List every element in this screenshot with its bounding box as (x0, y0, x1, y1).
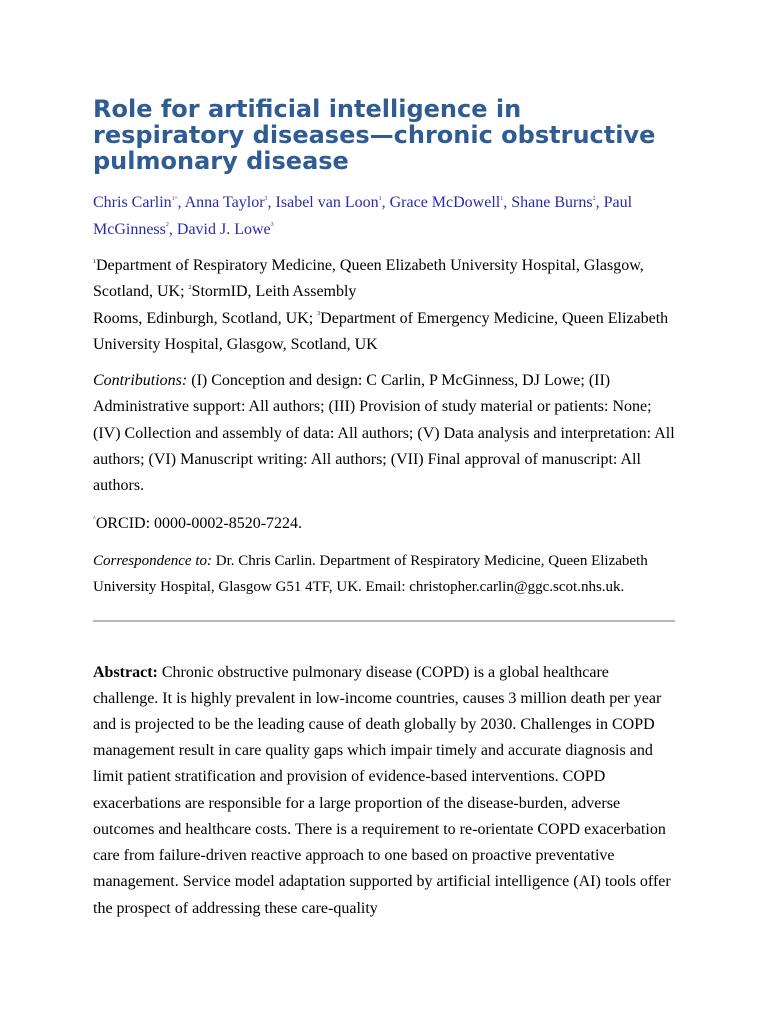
author (93, 194, 185, 211)
author-separator: , (168, 220, 177, 238)
author (511, 194, 603, 211)
affiliation-mark: 1 (93, 258, 96, 265)
contributions (93, 368, 675, 499)
contributions-text: (I) Conception and design: C Carlin, P McGinness, DJ Lowe; (II) Administrative support: All authors; (III) Provision of study material or patients: None; (IV) Collection and assembly of data: All authors; (V) Data analysis and interpretation: All authors; (VI) Manuscript writing: All authors; (VII) Final approval of manuscript: All authors. (93, 372, 675, 495)
affiliation-text: Department of Emergency Medicine, Queen Elizabeth University Hospital, Glasgow, Scotland, UK (93, 309, 669, 353)
author (276, 194, 390, 211)
section-divider (93, 620, 675, 622)
author-affiliation-mark: 3 (264, 195, 268, 202)
author-separator: , (503, 194, 512, 211)
abstract-label: Abstract: (93, 663, 158, 681)
correspondence-text: Dr. Chris Carlin. Department of Respiratory Medicine, Queen Elizabeth University Hospital, Glasgow G51 4TF, UK. Email: christopher.carlin@ggc.scot.nhs.uk. (93, 552, 648, 595)
affiliation-text: StormID, Leith Assembly (191, 283, 357, 301)
author-separator: , (595, 194, 604, 211)
author-name: Shane Burns (511, 194, 593, 211)
author (390, 194, 512, 211)
affiliation-mark: 3 (317, 311, 321, 318)
author-name: Chris Carlin (93, 194, 172, 211)
contributions-label: Contributions: (93, 372, 188, 390)
author-name: Grace McDowell (389, 194, 501, 211)
correspondence (93, 548, 675, 600)
author-name: Paul McGinness (93, 194, 633, 238)
correspondence-label: Correspondence to: (93, 552, 213, 569)
affiliation-text: Department of Respiratory Medicine, Queen Elizabeth University Hospital, Glasgow, Scotland, UK; (93, 257, 644, 301)
affiliation-mark: 2 (188, 284, 192, 291)
orcid-text: ORCID: 0000-0002-8520-7224. (95, 514, 303, 532)
affiliation-text: Rooms, Edinburgh, Scotland, UK; (93, 309, 318, 327)
author-name: Anna Taylor (184, 194, 265, 211)
orcid (93, 511, 675, 537)
author-separator: , (381, 194, 390, 211)
author (177, 221, 274, 238)
author-name: Isabel van Loon (275, 194, 379, 211)
author-affiliation-mark: 1^ (171, 195, 178, 202)
author-affiliation-mark: 3 (270, 222, 274, 229)
author-affiliation-mark: 1 (500, 195, 504, 202)
paper-title: Role for artificial intelligence in respiratory diseases—chronic obstructive pulmonary disease (93, 95, 656, 175)
author-separator: , (177, 194, 185, 211)
affiliations (93, 253, 675, 358)
author-affiliation-mark: 1 (378, 195, 382, 202)
author-separator: , (267, 194, 276, 211)
author-affiliation-mark: 2 (165, 222, 169, 229)
author (185, 194, 276, 211)
author-name: David J. Lowe (176, 220, 271, 238)
abstract-text: Chronic obstructive pulmonary disease (COPD) is a global healthcare challenge. It is highly prevalent in low-income countries, causes 3 million death per year and is projected to be the leading cause of death globally by 2030. Challenges in COPD management result in care quality gaps which impair timely and accurate diagnosis and limit patient stratification and provision of evidence-based interventions. COPD exacerbations are responsible for a large proportion of the disease-burden, adverse outcomes and healthcare costs. There is a requirement to re-orientate COPD exacerbation care from failure-driven reactive approach to one based on proactive preventative management. Service model adaptation supported by artificial intelligence (AI) tools offer the prospect of addressing these care-quality (93, 663, 671, 917)
author-affiliation-mark: 2 (592, 195, 596, 202)
abstract (93, 660, 675, 922)
author-list (93, 190, 675, 243)
orcid-mark: ^ (93, 516, 96, 523)
